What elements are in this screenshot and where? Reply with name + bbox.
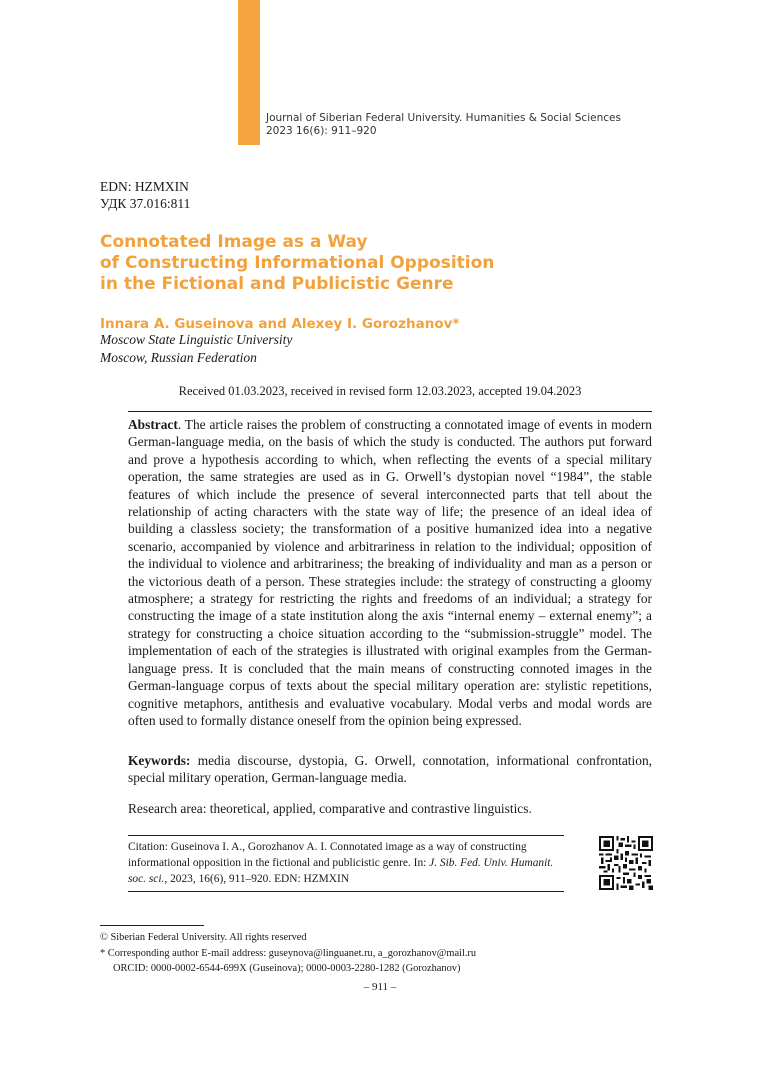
udk-code: УДК 37.016:811 [100, 196, 191, 211]
affiliation-location: Moscow, Russian Federation [100, 350, 257, 365]
citation-suffix: , 2023, 16(6), 911–920. EDN: HZMXIN [164, 873, 350, 885]
abstract [128, 416, 652, 729]
qr-code-icon[interactable] [599, 836, 653, 890]
journal-issue: 2023 16(6): 911–920 [266, 125, 377, 137]
affiliation-university: Moscow State Linguistic University [100, 332, 293, 347]
footnotes [100, 930, 476, 977]
journal-name: Journal of Siberian Federal University. Humanities & Social Sciences [266, 112, 621, 124]
received-dates: Received 01.03.2023, received in revised form 12.03.2023, accepted 19.04.2023 [178, 384, 582, 398]
citation-top-rule [128, 835, 564, 836]
corresponding-author-note: * Corresponding author E-mail address: guseynova@linguanet.ru, a_gorozhanov@mail.ru [100, 947, 477, 959]
abstract-label: Abstract [128, 417, 178, 432]
journal-accent-bar [238, 0, 260, 145]
citation-journal: J. Sib. Fed. Univ. Humanit. soc. sci. [128, 857, 554, 885]
affiliation [100, 331, 292, 367]
orcid-note: ORCID: 0000-0002-6544-699X (Guseinova); 0000-0003-2280-1282 (Gorozhanov) [113, 963, 461, 974]
copyright-note: © Siberian Federal University. All rights reserved [100, 932, 307, 943]
citation-prefix: Citation: Guseinova I. A., Gorozhanov A. I. Connotated image as a way of constructing informational opposition in the fictional and publicistic genre. In: [128, 841, 527, 869]
title-line-2: of Constructing Informational Opposition [100, 253, 495, 273]
citation-bottom-rule [128, 891, 564, 892]
abstract-top-rule [128, 411, 652, 412]
keywords [128, 752, 652, 787]
footnote-rule [100, 925, 204, 926]
citation [128, 839, 564, 887]
authors: Innara A. Guseinova and Alexey I. Gorozhanov* [100, 316, 460, 332]
keywords-label: Keywords: [128, 753, 191, 768]
title-line-1: Connotated Image as a Way [100, 232, 368, 252]
title-line-3: in the Fictional and Publicistic Genre [100, 274, 454, 294]
research-area: Research area: theoretical, applied, comparative and contrastive linguistics. [128, 801, 532, 816]
abstract-text: . The article raises the problem of constructing a connotated image of events in modern German-language media, on the basis of which the study is conducted. The authors put forward and prove a hypothesis according to which, when reflecting the events of a special military operation, the same strategies are used as in G. Orwell’s dystopian novel “1984”, the stable features of which include the presence of several interconnected parts that tell about the relationship of acting characters with the state way of life; the presence of an ideal idea of building a classless society; the transformation of a positive humanized idea into a negative scenario, accompanied by violence and arbitrariness in relation to the individual; opposition of the individual to violence and arbitrariness; the breaking of individuality and man as a person or the victorious death of a person. These strategies include: the strategy of constructing a gloomy atmosphere; a strategy for restricting the rights and freedoms of an individual; a strategy for constructing the image of a state institution along the axis “internal enemy – external enemy”; a strategy for constructing a choice situation according to the “submission-struggle” model. The implementation of each of the strategies is illustrated with original examples from the German-language press. It is concluded that the main means of constructing connoted images in the German-language corpus of texts about the special military operation are: stylistic repetitions, cognitive metaphors, antithesis and evaluative vocabulary. Modal verbs and modal words are often used to formally distance oneself from the opinion being expressed. [128, 417, 652, 728]
journal-header [266, 112, 621, 138]
article-title [100, 232, 660, 295]
page-number: – 911 – [363, 981, 397, 993]
edn-code: EDN: HZMXIN [100, 179, 189, 194]
article-codes [100, 178, 190, 212]
keywords-text: media discourse, dystopia, G. Orwell, connotation, informational confrontation, special military operation, German-language media. [128, 753, 652, 786]
